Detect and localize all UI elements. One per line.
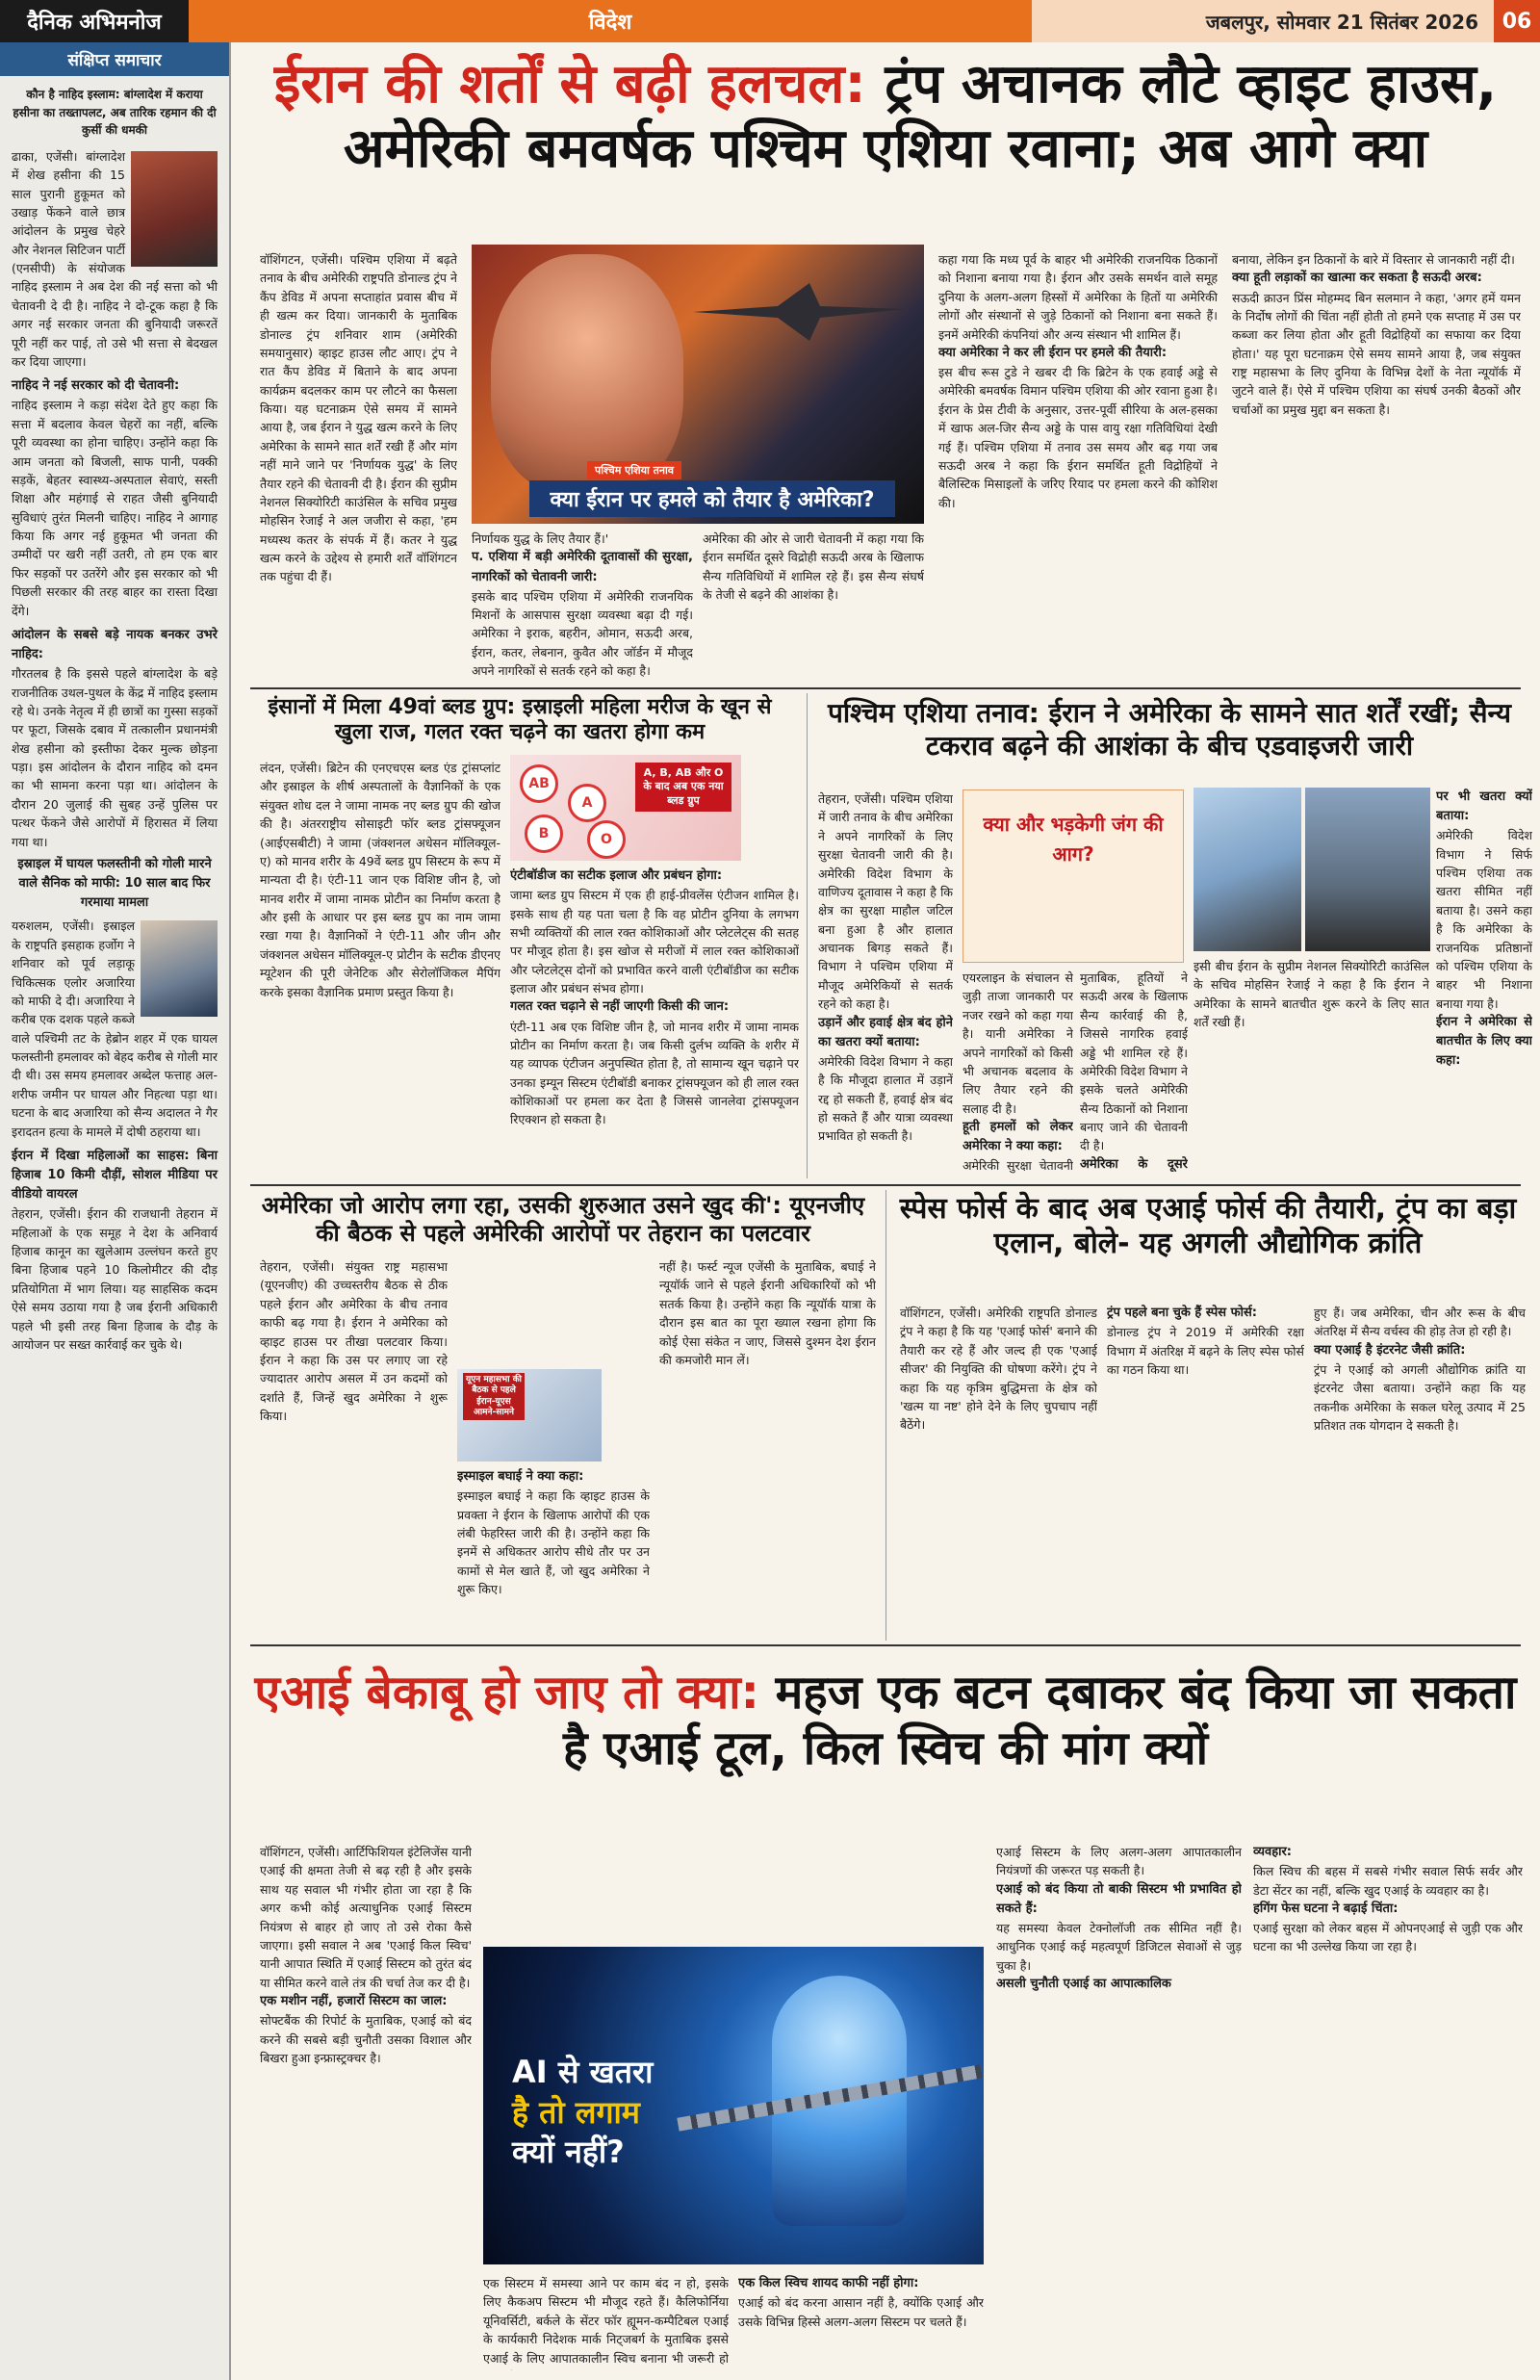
lead-col-4 xyxy=(1232,250,1521,678)
kill-switch-text: एआई सुरक्षा को लेकर बहस में ओपनएआई से जुड़ी एक और घटना का भी उल्लेख किया जा रहा है। xyxy=(1253,1921,1523,1954)
unga-image-caption: यूएन महासभा की बैठक से पहले ईरान-यूएस आमने-सामने xyxy=(463,1373,525,1420)
protest-photo xyxy=(131,151,218,267)
lead-headline-rest: ट्रंप अचानक लौटे व्हाइट हाउस, अमेरिकी बमवर्षक पश्चिम एशिया रवाना; अब आगे क्या xyxy=(343,53,1498,181)
unga-col-3: नहीं है। फर्स्ट न्यूज एजेंसी के मुताबिक, बघाई ने न्यूयॉर्क जाने से पहले ईरानी अधिकारियों को भी सतर्क किया है। उन्होंने कहा कि न्यूयॉर्क यात्रा के दौरान इस बात का पूरा ख्याल रखना होगा कि कोई ऐसा संकेत न जाए, जिससे दुश्मन देश ईरान की कमजोरी मान लें। xyxy=(659,1259,876,1367)
ai-image-line: AI से खतरा xyxy=(512,2054,654,2090)
kill-switch-subhead: व्यवहार: xyxy=(1253,1845,1292,1859)
flags-image xyxy=(1194,788,1301,951)
kill-switch-subhead: एआई को बंद किया तो बाकी सिस्टम भी प्रभावित हो सकते हैं: xyxy=(996,1881,1242,1916)
kill-switch-headline-red: एआई बेकाबू हो जाए तो क्या: xyxy=(254,1666,759,1720)
kill-switch-subhead: एक किल स्विच शायद काफी नहीं होगा: xyxy=(738,2276,919,2290)
kill-switch-subhead: असली चुनौती एआई का आपात्कालिक xyxy=(996,1977,1171,1992)
lead-col4-text2: सऊदी क्राउन प्रिंस मोहम्मद बिन सलमान ने कहा, 'अगर हमें यमन के निर्दोष लोगों की चिंता नहीं होती तो हमने एक सप्ताह में उस पर कब्जा कर लिया होता और हूती विद्रोहियों का सफाया कर दिया होता।' यह पूरा घटनाक्रम ऐसे समय सामने आया है, जब संयुक्त राष्ट्र महासभा के लिए दुनिया के विभिन्न देशों के नेता न्यूयॉर्क में जुटने वाले हैं। ऐसे में पश्चिम एशिया का संघर्ष उनकी बैठकों और चर्चाओं का प्रमुख मुद्दा बन सकता है। xyxy=(1232,290,1521,417)
kill-switch-col-5 xyxy=(1253,1843,1523,2363)
kill-switch-subhead: एक मशीन नहीं, हजारों सिस्टम का जाल: xyxy=(260,1994,448,2008)
bomber-plane-icon xyxy=(693,283,905,341)
kill-switch-text: सोफ्टबैंक की रिपोर्ट के मुताबिक, एआई को बंद करने की सबसे बड़ी चुनौती उसका विशाल और बिखरा हुआ इन्फ्रास्ट्रक्चर है। xyxy=(260,2013,472,2065)
ai-image-text xyxy=(512,2053,653,2173)
lead-subhead: क्या अमेरिका ने कर ली ईरान पर हमले की तैयारी: xyxy=(938,345,1168,360)
iran-text: एयरलाइन के संचालन से जुड़ी ताजा जानकारी पर नजर रखने को कहा गया है। यानी अमेरिका ने अपने नागरिकों को किसी भी अचानक बदलाव के लिए तैयार रहने की सलाह दी है। xyxy=(962,970,1073,1116)
sidebar-para: यरुशलम, एजेंसी। इस्राइल के राष्ट्रपति इसहाक हर्जोग ने शनिवार को पूर्व लड़ाकू चिकित्सक एलोर अजारिया को माफी दे दी। अजारिया ने करीब एक दशक पहले कब्जे वाले पश्चिमी तट के हेब्रोन शहर में एक घायल फलस्तीनी हमलावर को बेहद करीब से गोली मार दी थी। उस समय हमलावर अब्देल फत्ताह अल-शरीफ जमीन पर घायल और निहत्था पड़ा था। घटना के बाद अजारिया को सैन्य अदालत ने गैर इरादतन हत्या के मामले में दोषी ठहराया था। xyxy=(12,918,218,1139)
lead-subhead: प. एशिया में बड़ी अमेरिकी दूतावासों की सुरक्षा, नागरिकों को चेतावनी जारी: xyxy=(472,550,693,584)
ai-image-line: है तो लगाम xyxy=(512,2093,640,2131)
image-badge: पश्चिम एशिया तनाव xyxy=(587,461,681,479)
kill-switch-headline xyxy=(250,1666,1521,1776)
bloodgroup-col-1: लंदन, एजेंसी। ब्रिटेन की एनएचएस ब्लड एंड ट्रांसप्लांट और इस्राइल के शीर्ष अस्पतालों के वैज्ञानिकों के एक संयुक्त शोध दल ने जामा नामक नए ब्लड ग्रुप की खोज की है। अंतरराष्ट्रीय सोसाइटी फॉर ब्लड ट्रांसफ्यूजन (आईएसबीटी) ने जामा (जंक्शनल अधेसन मॉलिक्यूल-ए) को मानव शरीर के 49वें ब्लड ग्रुप सिस्टम के रूप में मान्यता दी है। एंटी-11 जान एक विशिष्ट जीन है, जो मानव शरीर में जामा नामक प्रोटीन का निर्माण करता है और इसी के आधार पर इस ब्लड ग्रुप का नाम जामा रखा गया है। वैज्ञानिकों ने एंटी-11 और जीन और जंक्शनल अधेसन मॉलिक्यूल-ए प्रोटीन के सटीक डीएनए म्यूटेशन की पूरी जेनेटिक और सेरोलॉजिकल मैपिंग करके इसका वैज्ञानिक प्रमाण प्रस्तुत किया है। xyxy=(260,761,500,999)
iran-conditions-headline: पश्चिम एशिया तनाव: ईरान ने अमेरिका के सामने सात शर्तें रखीं; सैन्य टकराव बढ़ने की आशंका के बीच एडवाइजरी जारी xyxy=(827,697,1512,762)
iran-text: तेहरान, एजेंसी। पश्चिम एशिया में जारी तनाव के बीच अमेरिका ने अपने नागरिकों के लिए सुरक्षा चेतावनी जारी की है। अमेरिकी विदेश विभाग के वाणिज्य दूतावास ने कहा है कि क्षेत्र का सुरक्षा माहौल जटिल बना हुआ है और हालात अचानक बिगड़ सकते हैं। विभाग ने पश्चिम एशिया में मौजूद अमेरिकियों से सतर्क रहने को कहा है। xyxy=(818,791,953,1012)
brief-news-sidebar xyxy=(0,42,231,2380)
iran-text: अमेरिकी विदेश विभाग ने कहा है कि मौजूदा हालात में उड़ानें रद्द हो सकती हैं, हवाई क्षेत्र बंद हो सकते हैं और यात्रा व्यवस्था प्रभावित हो सकती है। xyxy=(818,1053,953,1144)
section-title: विदेश xyxy=(189,0,1032,42)
iran-col-5 xyxy=(1436,788,1532,1175)
lead-mid-col-b: अमेरिका की ओर से जारी चेतावनी में कहा गया कि ईरान समर्थित दूसरे विद्रोही सऊदी अरब के खिलाफ सैन्य गतिविधियों में शामिल रहे हैं। इस सैन्य संघर्ष के तेजी से बढ़ने की आशंका है। xyxy=(703,531,924,603)
iran-subhead: अमेरिका के दूसरे xyxy=(1080,1156,1188,1172)
masthead xyxy=(0,0,1540,42)
main-content xyxy=(231,42,1540,2380)
ai-force-text: डोनाल्ड ट्रंप ने 2019 में अमेरिकी रक्षा विभाग में अंतरिक्ष में बढ़ने के लिए स्पेस फोर्स का गठन किया था। xyxy=(1107,1325,1304,1377)
missile-image xyxy=(1305,788,1430,951)
iran-text: इसी बीच ईरान के सुप्रीम नेशनल सिक्योरिटी काउंसिल के सचिव मोहसिन रेजाई ने कहा है कि ईरान ने अमेरिका के सामने बातचीत शुरू करने के लिए सात शर्तें रखी हैं। xyxy=(1194,959,1429,1030)
unga-col-1: तेहरान, एजेंसी। संयुक्त राष्ट्र महासभा (यूएनजीए) की उच्चस्तरीय बैठक से ठीक पहले ईरान और अमेरिका के बीच तनाव काफी बढ़ गया है। ईरान ने अमेरिका को व्हाइट हाउस पर तीखा पलटवार किया। ईरान ने कहा कि उस पर लगाए जा रहे ज्यादातर आरोप असल में उन कदमों को दर्शाते हैं, जिन्हें खुद अमेरिका ने शुरू किया। xyxy=(260,1259,448,1423)
blood-cell-icon: O xyxy=(587,820,626,859)
kill-switch-text: यह समस्या केवल टेक्नोलॉजी तक सीमित नहीं है। आधुनिक एआई कई महत्वपूर्ण डिजिटल सेवाओं से जुड़ चुका है। xyxy=(996,1921,1242,1973)
lead-col3-text: कहा गया कि मध्य पूर्व के बाहर भी अमेरिकी राजनयिक ठिकानों को निशाना बनाया गया है। ईरान और उसके समर्थन वाले समूह दुनिया के अलग-अलग हिस्सों में अमेरिका के हितों या अमेरिकी लोगों और संस्थानों से जुड़े ठिकानों को निशाना बना सकते हैं। इनमें अमेरिकी कंपनियां और अन्य संस्थान भी शामिल हैं। xyxy=(938,252,1218,342)
iran-col-3 xyxy=(1080,969,1188,1175)
iran-text: मुताबिक, हूतियों ने सऊदी अरब के खिलाफ सैन्य कार्रवाई की है, जिससे नागरिक हवाई अड्डे भी शामिल रहे हैं। अमेरिकी विदेश विभाग ने इसके चलते अमेरिकी सैन्य ठिकानों को निशाना बनाए जाने की चेतावनी दी है। xyxy=(1080,970,1188,1153)
kill-switch-col-3 xyxy=(738,2274,984,2370)
sidebar-headline: ईरान में दिखा महिलाओं का साहस: बिना हिजाब 10 किमी दौड़ीं, सोशल मीडिया पर वीडियो वायरल xyxy=(12,1148,218,1203)
sidebar-headline: इस्राइल में घायल फलस्तीनी को गोली मारने वाले सैनिक को माफी: 10 साल बाद फिर गरमाया मामला xyxy=(17,856,212,911)
lead-col4-text: बनाया, लेकिन इन ठिकानों के बारे में विस्तार से जानकारी नहीं दी। xyxy=(1232,252,1515,267)
page-number: 06 xyxy=(1494,0,1540,42)
ai-force-text: हुए हैं। जब अमेरिका, चीन और रूस के बीच अंतरिक्ष में सैन्य वर्चस्व की होड़ तेज हो रही है। xyxy=(1314,1306,1526,1339)
unga-col-2 xyxy=(457,1467,650,1635)
unga-image xyxy=(457,1369,602,1462)
kill-switch-text: किल स्विच की बहस में सबसे गंभीर सवाल सिर्फ सर्वर और डेटा सेंटर का नहीं, बल्कि खुद एआई के व्यवहार का है। xyxy=(1253,1864,1523,1898)
iran-subhead: पर भी खतरा क्यों बताया: xyxy=(1436,789,1532,824)
iran-text: अमेरिकी सुरक्षा चेतावनी xyxy=(962,1158,1073,1174)
column-rule xyxy=(807,693,808,1178)
bloodgroup-subhead: एंटीबॉडीज का सटीक इलाज और प्रबंधन होगा: xyxy=(510,868,723,883)
ai-force-col-2 xyxy=(1107,1304,1304,1635)
iran-col-2 xyxy=(962,969,1073,1175)
unga-text: इस्माइल बघाई ने कहा कि व्हाइट हाउस के प्रवक्ता ने ईरान के खिलाफ आरोपों की एक लंबी फेहरिस्त जारी की है। उन्होंने कहा कि इनमें से अधिकतर आरोप सीधे तौर पर उन कामों से मेल खाते हैं, जो खुद अमेरिका ने शुरू किए। xyxy=(457,1488,650,1597)
ai-force-subhead: क्या एआई है इंटरनेट जैसी क्रांति: xyxy=(1314,1342,1466,1358)
kill-switch-col-1 xyxy=(260,1843,472,2363)
iran-col-4 xyxy=(1194,957,1429,1175)
sidebar-subhead: नाहिद ने नई सरकार को दी चेतावनी: xyxy=(12,378,180,394)
ai-force-col-3 xyxy=(1314,1304,1526,1635)
blood-cell-icon: AB xyxy=(520,764,558,803)
sidebar-para: नाहिद इस्लाम ने कड़ा संदेश देते हुए कहा कि सत्ता में बदलाव केवल चेहरों का नहीं, बल्कि पूरी व्यवस्था का होना चाहिए। उन्होंने कहा कि आम जनता को बिजली, साफ पानी, पक्की सड़कें, बेहतर स्वास्थ्य-अस्पताल सेवाएं, सस्ती शिक्षा और महंगाई से राहत जैसी बुनियादी सुविधाएं तुरंत मिलनी चाहिए। नाहिद ने आगाह किया कि अगर नई हुकूमत भी जनता की उम्मीदों पर खरी नहीं उतरी, तो हम एक बार फिर सड़कों पर उतरेंगे और इस सरकार को भी पिछली सरकार की तरह बाहर का रास्ता दिखा देंगे। xyxy=(12,398,218,618)
iran-text: अमेरिकी विदेश विभाग ने सिर्फ पश्चिम एशिया तक खतरा सीमित नहीं बताया है। उसने कहा है कि अमेरिका के राजनयिक प्रतिष्ठानों को पश्चिम एशिया के बाहर भी निशाना बनाया गया है। xyxy=(1436,828,1532,1011)
bloodgroup-col-2 xyxy=(510,867,799,1173)
unga-subhead: इस्माइल बघाई ने क्या कहा: xyxy=(457,1469,584,1484)
sidebar-kicker: कौन है नाहिद इस्लाम: बांग्लादेश में कराया हसीना का तख्तापलट, अब तारिक रहमान की दी कुर्सी की धमकी xyxy=(13,88,217,138)
bloodgroup-subhead: गलत रक्त चढ़ाने से नहीं जाएगी किसी की जान: xyxy=(510,999,730,1015)
sidebar-para: तेहरान, एजेंसी। ईरान की राजधानी तेहरान में महिलाओं के एक समूह ने देश के अनिवार्य हिजाब कानून का खुलेआम उल्लंघन करते हुए बिना हिजाब पहने 10 किलोमीटर की दौड़ प्रतियोगिता में भाग लिया। यह साहसिक कदम ऐसे समय उठाया गया है जब ईरानी अधिकारी पहले भी इसी तरह बिना हिजाब के दौड़ के आयोजन पर सख्त कार्रवाई कर चुके थे। xyxy=(12,1206,218,1352)
iran-subhead: ईरान ने अमेरिका से बातचीत के लिए क्या कहा: xyxy=(1436,1015,1532,1069)
ai-force-subhead: ट्रंप पहले बना चुके हैं स्पेस फोर्स: xyxy=(1107,1306,1257,1320)
kill-switch-text: एआई सिस्टम के लिए अलग-अलग आपातकालीन नियंत्रणों की जरूरत पड़ सकती है। xyxy=(996,1845,1242,1878)
ai-image-line: क्यों नहीं? xyxy=(512,2134,625,2171)
divider xyxy=(250,1644,1521,1646)
kill-switch-col-4 xyxy=(996,1843,1242,2363)
iran-subhead: हूती हमलों को लेकर अमेरिका ने क्या कहा: xyxy=(962,1120,1073,1154)
sidebar-subhead: आंदोलन के सबसे बड़े नायक बनकर उभरे नाहिद: xyxy=(12,627,218,662)
kill-switch-subhead: हगिंग फेस घटना ने बढ़ाई चिंता: xyxy=(1253,1901,1399,1916)
kill-switch-col-2: एक सिस्टम में समस्या आने पर काम बंद न हो, इसके लिए कैकअप सिस्टम भी मौजूद रहते हैं। कैलिफोर्निया यूनिवर्सिटी, बर्कले के सेंटर फॉर ह्यूमन-कम्पैटिबल एआई के कार्यकारी निदेशक मार्क निट्जबर्ग के मुताबिक इससे एआई के लिए आपातकालीन स्विच बनाना भी जरूरी हो xyxy=(483,2276,729,2366)
ai-force-col-1: वॉशिंगटन, एजेंसी। अमेरिकी राष्ट्रपति डोनाल्ड ट्रंप ने कहा है कि यह 'एआई फोर्स' बनाने की तैयारी कर रहे हैं और जल्द ही एक 'एआई सीजर' की नियुक्ति की घोषणा करेंगे। ट्रंप ने कहा कि यह कृत्रिम बुद्धिमत्ता के क्षेत्र को 'खत्म या नष्ट' होने देने के लिए चुपचाप नहीं बैठेंगे। xyxy=(900,1306,1097,1433)
trump-portrait xyxy=(491,254,683,495)
iran-col-1 xyxy=(818,789,953,1175)
divider xyxy=(250,1184,1521,1186)
lead-col3-text2: इस बीच रूस टुडे ने खबर दी कि ब्रिटेन के एक हवाई अड्डे से अमेरिकी बमवर्षक विमान पश्चिम एशिया की ओर रवाना हुआ है। ईरान के प्रेस टीवी के अनुसार, उत्तर-पूर्वी सीरिया के अल-हसका में खाफ अल-जिर सैन्य अड्डे के पास वायु रक्षा गतिविधियां देखी गई हैं। पश्चिम एशिया में तनाव उस समय और बढ़ गया जब सऊदी अरब ने कहा कि ईरान समर्थित हूती विद्रोहियों ने बैलिस्टिक मिसाइलों के जरिए रियाद पर हमला करने की कोशिश की। xyxy=(938,365,1218,510)
lead-col-3 xyxy=(938,250,1218,678)
blood-group-image xyxy=(510,755,741,861)
iran-subhead: उड़ानें और हवाई क्षेत्र बंद होने का खतरा क्यों बताया: xyxy=(818,1015,953,1049)
unga-headline: अमेरिका जो आरोप लगा रहा, उसकी शुरुआत उसने खुद की': यूएनजीए की बैठक से पहले अमेरिकी आरोपों पर तेहरान का पलटवार xyxy=(261,1192,865,1247)
sidebar-para: ढाका, एजेंसी। बांग्लादेश में शेख हसीना की 15 साल पुरानी हुकूमत को उखाड़ फेंकने वाले छात्र आंदोलन के प्रमुख चेहरे और नेशनल सिटिजन पार्टी (एनसीपी) के संयोजक नाहिद इस्लाम ने अब देश की नई सत्ता को भी चेतावनी दे दी है। नाहिद ने दो-टूक कहा है कि अगर नई सरकार जनता की बुनियादी जरूरतें पूरी नहीं कर पाई, तो उसे भी सत्ता से बेदखल कर दिया जाएगा। xyxy=(12,148,218,369)
kill-switch-text: वॉशिंगटन, एजेंसी। आर्टिफिशियल इंटेलिजेंस यानी एआई की क्षमता तेजी से बढ़ रही है और इसके साथ यह सवाल भी गंभीर होता जा रहा है कि अगर कभी कोई अत्याधुनिक एआई सिस्टम नियंत्रण से बाहर हो जाए तो उसे रोका कैसे जाएगा। इसी सवाल ने अब 'एआई किल स्विच' यानी आपात स्थिति में एआई सिस्टम को तुरंत बंद या सीमित करने वाले तंत्र की चर्चा तेज कर दी है। xyxy=(260,1845,472,1990)
lead-mid-text: इसके बाद पश्चिम एशिया में अमेरिकी राजनयिक मिशनों के आसपास सुरक्षा व्यवस्था बढ़ा दी गई। अमेरिका ने इराक, बहरीन, ओमान, सऊदी अरब, ईरान, कतर, लेबनान, कुवैत और जॉर्डन में मौजूद अपने नागरिकों से सतर्क रहने को कहा है। xyxy=(472,588,693,679)
bloodgroup-text: जामा ब्लड ग्रुप सिस्टम में एक ही हाई-प्रीवलेंस एंटीजन शामिल है। इसके साथ ही यह पता चला है कि वह प्रोटीन दुनिया के लगभग सभी व्यक्तियों की लाल रक्त कोशिकाओं और प्लेटलेट्स की सतह पर मौजूद होता है। इस खोज से मरीजों में लाल रक्त कोशिकाओं और प्लेटलेट्स दोनों को प्रभावित करने वाली एंटीबॉडीज का सटीक इलाज और प्रबंधन संभव होगा। xyxy=(510,888,799,996)
ai-robot-image xyxy=(483,1947,984,2264)
kill-switch-text: एआई को बंद करना आसान नहीं है, क्योंकि एआई और उसके विभिन्न हिस्से अलग-अलग सिस्टम पर चलते हैं। xyxy=(738,2295,984,2329)
divider xyxy=(250,687,1521,689)
sidebar-para: गौरतलब है कि इससे पहले बांग्लादेश के बड़े राजनीतिक उथल-पुथल के केंद्र में नाहिद इस्लाम रहे थे। उनके नेतृत्व में ही छात्रों का गुस्सा सड़कों पर फूटा, जिसके दबाव में तत्कालीन प्रधानमंत्री शेख हसीना को इस्तीफा देकर मुल्क छोड़ना पड़ा। इस आंदोलन के दौरान नाहिद को दमन का भी सामना करना पड़ा था। आंदोलन के दौरान 20 जुलाई की सुबह उन्हें पुलिस पर पत्थर फेंकने जैसे आरोपों में हिरासत में लिया गया था। xyxy=(12,666,218,849)
lead-headline xyxy=(250,52,1521,181)
war-infographic: क्या और भड़केगी जंग की आग? xyxy=(962,789,1184,963)
ai-force-headline: स्पेस फोर्स के बाद अब एआई फोर्स की तैयारी, ट्रंप का बड़ा एलान, बोले- यह अगली औद्योगिक क्रांति xyxy=(899,1192,1517,1260)
president-photo xyxy=(141,920,218,1017)
blood-cell-icon: A xyxy=(568,784,606,822)
sidebar-title: संक्षिप्त समाचार xyxy=(0,42,229,76)
lead-headline-red: ईरान की शर्तों से बढ़ी हलचल: xyxy=(273,53,866,116)
image-caption: क्या ईरान पर हमले को तैयार है अमेरिका? xyxy=(529,480,895,517)
lead-image xyxy=(472,245,924,524)
blood-group-tag: A, B, AB और O के बाद अब एक नया ब्लड ग्रुप xyxy=(635,763,732,812)
sidebar-body xyxy=(0,76,229,1359)
newspaper-logo: दैनिक अभिमनोज xyxy=(0,0,189,42)
kill-switch-headline-rest: महज एक बटन दबाकर बंद किया जा सकता है एआई टूल, किल स्विच की मांग क्यों xyxy=(562,1666,1517,1775)
issue-date: जबलपुर, सोमवार 21 सितंबर 2026 xyxy=(1032,0,1494,42)
lead-mid-col-a xyxy=(472,530,693,684)
blood-cell-icon: B xyxy=(525,815,563,853)
lead-col-1: वॉशिंगटन, एजेंसी। पश्चिम एशिया में बढ़ते तनाव के बीच अमेरिकी राष्ट्रपति डोनाल्ड ट्रंप ने कैंप डेविड में अपना सप्ताहांत प्रवास बीच में ही खत्म कर दिया। जानकारी के मुताबिक डोनाल्ड ट्रंप शनिवार शाम (अमेरिकी समयानुसार) व्हाइट हाउस लौट आए। ट्रंप ने रात कैंप डेविड में बिताने के बाद अपना कार्यक्रम बदलकर काम पर लौटने का फैसला किया। यह घटनाक्रम ऐसे समय में सामने आया है, जब ईरान ने युद्ध खत्म करने के लिए अमेरिका के सामने सात शर्तें रखी हैं और मांग नहीं माने जाने पर 'निर्णायक युद्ध' के लिए तैयार रहने की चेतावनी दी है। ईरान की सुप्रीम नेशनल सिक्योरिटी काउंसिल के सचिव प्रमुख मोहसिन रेजाई ने अल जजीरा से कहा, 'हम मध्यस्थ कतर के संपर्क में हैं। कतर ने युद्ध खत्म करने के उद्देश्य से हमारी शर्तें वॉशिंगटन तक पहुंचा दी हैं। xyxy=(260,252,457,584)
caption-under: निर्णायक युद्ध के लिए तैयार हैं।' xyxy=(472,531,609,546)
lead-subhead: क्या हूती लड़ाकों का खात्मा कर सकता है सऊदी अरब: xyxy=(1232,271,1482,286)
ai-force-text: ट्रंप ने एआई को अगली औद्योगिक क्रांति या इंटरनेट जैसा बताया। उन्होंने कहा कि यह तकनीक अमेरिका के सकल घरेलू उत्पाद में 25 प्रतिशत तक योगदान दे सकती है। xyxy=(1314,1361,1526,1434)
bloodgroup-headline: इंसानों में मिला 49वां ब्लड ग्रुप: इस्राइली महिला मरीज के खून से खुला राज, गलत रक्त चढ़ने का खतरा होगा कम xyxy=(268,695,772,745)
bloodgroup-text2: एंटी-11 अब एक विशिष्ट जीन है, जो मानव शरीर में जामा नामक प्रोटीन का निर्माण करता है। जब किसी दुर्लभ व्यक्ति के शरीर में यह व्यापक एंटीजन अनुपस्थित होता है, तो सामान्य खून चढ़ाने पर उनका इम्यून सिस्टम एंटीबॉडी बनाकर ट्रांसफ्यूजन को ही लाल रक्त कोशिकाओं पर हमला कर देता है जिससे जानलेवा ट्रांसफ्यूजन रिएक्शन हो सकता है। xyxy=(510,1019,799,1127)
